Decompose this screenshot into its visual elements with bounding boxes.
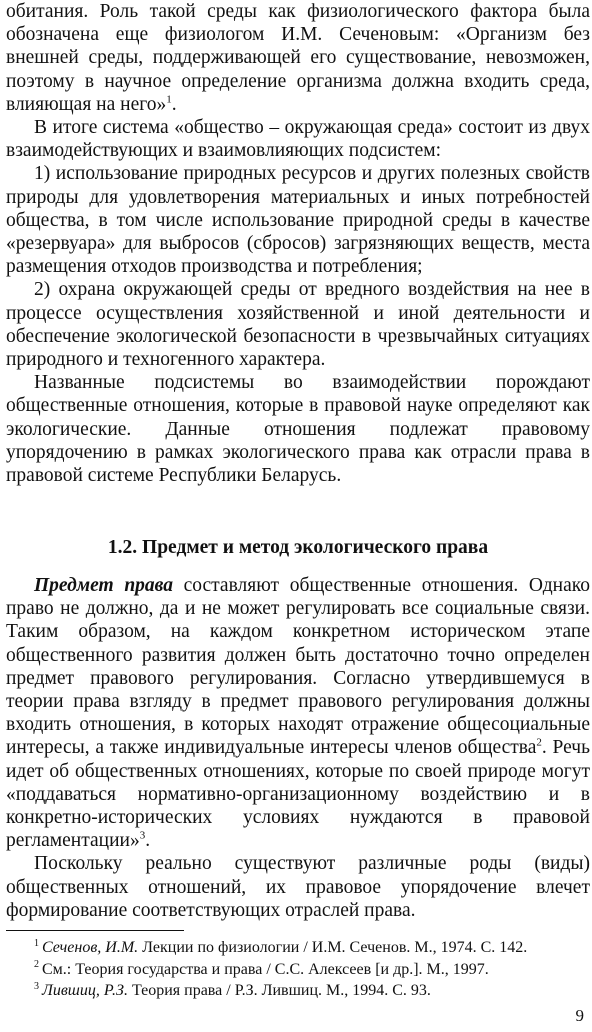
footnote-ref-3: 3 bbox=[139, 829, 146, 842]
section-heading: 1.2. Предмет и метод экологического права bbox=[107, 537, 489, 558]
paragraph-continuation: обитания. Роль такой среды как физиологического фактора была обозначена еще физиологом И.М. Сеченовым: «Организм без внешней среды, поддерживающей его существование, невозможен, поэтому в научное определение организма должна входить среда, влияющая на него»$^1$. bbox=[6, 1, 590, 115]
footnote-ref-2: 2 bbox=[536, 736, 542, 749]
paragraph-system: В итоге система «общество – окружающая среда» состоит из двух взаимодействующих и взаимовлияющих подсистем: bbox=[6, 117, 590, 162]
document-page bbox=[6, 0, 590, 1032]
paragraph-branches: Поскольку реально существуют различные роды (виды) общественных отношений, их правовое упорядочение влечет формирование соответствующих отраслей права. bbox=[6, 853, 590, 921]
term-subject-of-law: Предмет права bbox=[34, 575, 173, 596]
footnote-divider bbox=[6, 930, 184, 931]
footnote-3: $^3$ Лившиц, Р.З. Теория права / Р.З. Лившиц. М., 1994. С. 93. bbox=[34, 980, 431, 999]
footnote-1: $^1$ Сеченов, И.М. Лекции по физиологии / И.М. Сеченов. М., 1974. С. 142. bbox=[34, 937, 528, 956]
footnote-2: $^2$ См.: Теория государства и права / С.С. Алексеев [и др.]. М., 1997. bbox=[34, 959, 489, 978]
page-number: 9 bbox=[575, 1006, 584, 1025]
list-item-1: 1) использование природных ресурсов и других полезных свойств природы для удовлетворения материальных и иных потребностей общества, в том числе использование природной среды в качестве «резервуара» для выбросов (сбросов) загрязняющих веществ, места размещения отходов производства и потребления; bbox=[6, 163, 590, 278]
list-item-2: 2) охрана окружающей среды от вредного воздействия на нее в процессе осуществления хозяйственной и иной деятельности и обеспечение экологической безопасности в чрезвычайных ситуациях природного и техногенного характера. bbox=[6, 279, 590, 371]
section-body bbox=[6, 574, 590, 922]
paragraph-subsystems: Названные подсистемы во взаимодействии порождают общественные отношения, которые в правовой науке определяют как экологические. Данные отношения подлежат правовому упорядочению в рамках экологического права как отрасли права в правовой системе Республики Беларусь. bbox=[6, 372, 590, 487]
top-text-block bbox=[6, 0, 590, 487]
footnotes bbox=[6, 937, 590, 1002]
footnote-ref-1: 1 bbox=[166, 93, 172, 106]
paragraph-subject: Предмет права составляют общественные отношения. Однако право не должно, да и не может регулировать все социальные связи. Таким образом, на каждом конкретном историческом этапе общественного развития должен быть достаточно точно определен предмет правового регулирования. Согласно утвердившемуся в теории права взгляду в предмет правового регулирования должны входить отношения, в которых находят отражение общесоциальные интересы, а также индивидуальные интересы членов общества$^2$. Речь идет об общественных отношениях, которые по своей природе могут «поддаваться нормативно-организационному воздействию и в конкретно-исторических условиях нуждаются в правовой регламентации»$^3$. bbox=[6, 575, 591, 852]
